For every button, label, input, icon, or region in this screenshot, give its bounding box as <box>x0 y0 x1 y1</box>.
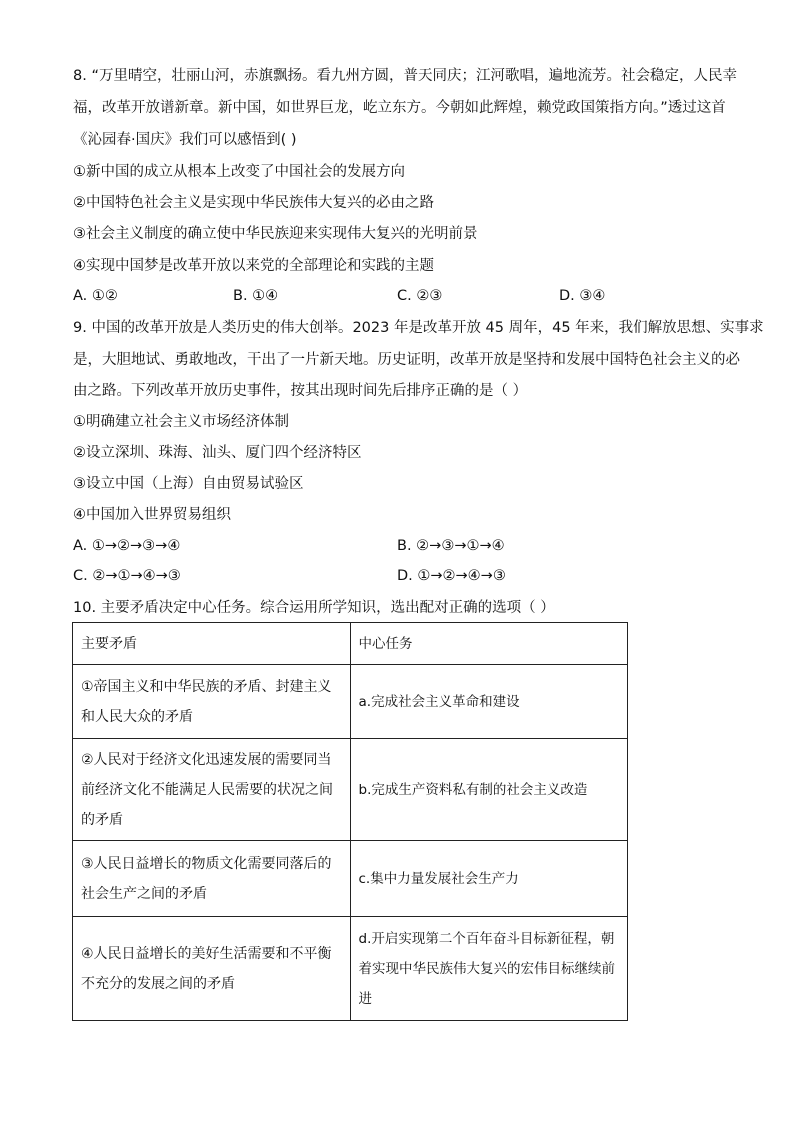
table-header-cell: 中心任务 <box>350 623 628 665</box>
q8-option-b: B. ①④ <box>233 288 279 304</box>
table-cell-task: c.集中力量发展社会生产力 <box>350 841 628 917</box>
q8-option-d: D. ③④ <box>559 288 606 304</box>
q8-item-1: ①新中国的成立从根本上改变了中国社会的发展方向 <box>73 164 405 180</box>
q9-stem-line-2: 是，大胆地试、勇敢地改，干出了一片新天地。历史证明，改革开放是坚持和发展中国特色社会主义的必 <box>73 352 740 368</box>
table-row <box>73 917 628 1021</box>
q10-stem: 10. 主要矛盾决定中心任务。综合运用所学知识，选出配对正确的选项（ ） <box>73 600 555 616</box>
table-cell-contradiction: ②人民对于经济文化迅速发展的需要同当前经济文化不能满足人民需要的状况之间的矛盾 <box>73 739 351 841</box>
table-cell-contradiction: ①帝国主义和中华民族的矛盾、封建主义和人民大众的矛盾 <box>73 665 351 739</box>
q9-stem-line-1: 9. 中国的改革开放是人类历史的伟大创举。2023 年是改革开放 45 周年，45 年来，我们解放思想、实事求 <box>73 320 764 336</box>
q9-item-1: ①明确建立社会主义市场经济体制 <box>73 414 289 430</box>
q8-option-a: A. ①② <box>73 288 118 304</box>
q8-stem-line-1: 8. “万里晴空，壮丽山河，赤旗飘扬。看九州方圆，普天同庆；江河歌唱，遍地流芳。社会稳定，人民幸 <box>73 68 737 84</box>
contradiction-task-table <box>72 622 628 1021</box>
q9-stem-line-3: 由之路。下列改革开放历史事件，按其出现时间先后排序正确的是（ ） <box>73 383 528 399</box>
table-cell-contradiction: ④人民日益增长的美好生活需要和不平衡不充分的发展之间的矛盾 <box>73 917 351 1021</box>
table-header-row <box>73 623 628 665</box>
table-header-cell: 主要矛盾 <box>73 623 351 665</box>
table-cell-task: b.完成生产资料私有制的社会主义改造 <box>350 739 628 841</box>
q8-options <box>73 286 733 306</box>
q9-options-row-2 <box>73 566 733 586</box>
table-cell-task: a.完成社会主义革命和建设 <box>350 665 628 739</box>
q8-stem-line-3: 《沁园春·国庆》我们可以感悟到( ) <box>73 132 297 148</box>
q9-option-d: D. ①→②→④→③ <box>397 568 506 584</box>
table-row <box>73 841 628 917</box>
q8-item-3: ③社会主义制度的确立使中华民族迎来实现伟大复兴的光明前景 <box>73 226 478 242</box>
q9-item-4: ④中国加入世界贸易组织 <box>73 507 231 523</box>
q9-options-row-1 <box>73 536 733 556</box>
q8-stem-line-2: 福，改革开放谱新章。新中国，如世界巨龙，屹立东方。今朝如此辉煌，赖党政国策指方向。”透过这首 <box>73 100 726 116</box>
table-cell-task: d.开启实现第二个百年奋斗目标新征程，朝着实现中华民族伟大复兴的宏伟目标继续前进 <box>350 917 628 1021</box>
q8-option-c: C. ②③ <box>397 288 443 304</box>
q9-option-c: C. ②→①→④→③ <box>73 568 181 584</box>
q9-item-2: ②设立深圳、珠海、汕头、厦门四个经济特区 <box>73 445 362 461</box>
q9-option-b: B. ②→③→①→④ <box>397 538 505 554</box>
table-cell-contradiction: ③人民日益增长的物质文化需要同落后的社会生产之间的矛盾 <box>73 841 351 917</box>
q8-item-2: ②中国特色社会主义是实现中华民族伟大复兴的必由之路 <box>73 195 434 211</box>
q8-item-4: ④实现中国梦是改革开放以来党的全部理论和实践的主题 <box>73 258 434 274</box>
q9-option-a: A. ①→②→③→④ <box>73 538 181 554</box>
table-row <box>73 739 628 841</box>
q9-item-3: ③设立中国（上海）自由贸易试验区 <box>73 476 304 492</box>
table-row <box>73 665 628 739</box>
